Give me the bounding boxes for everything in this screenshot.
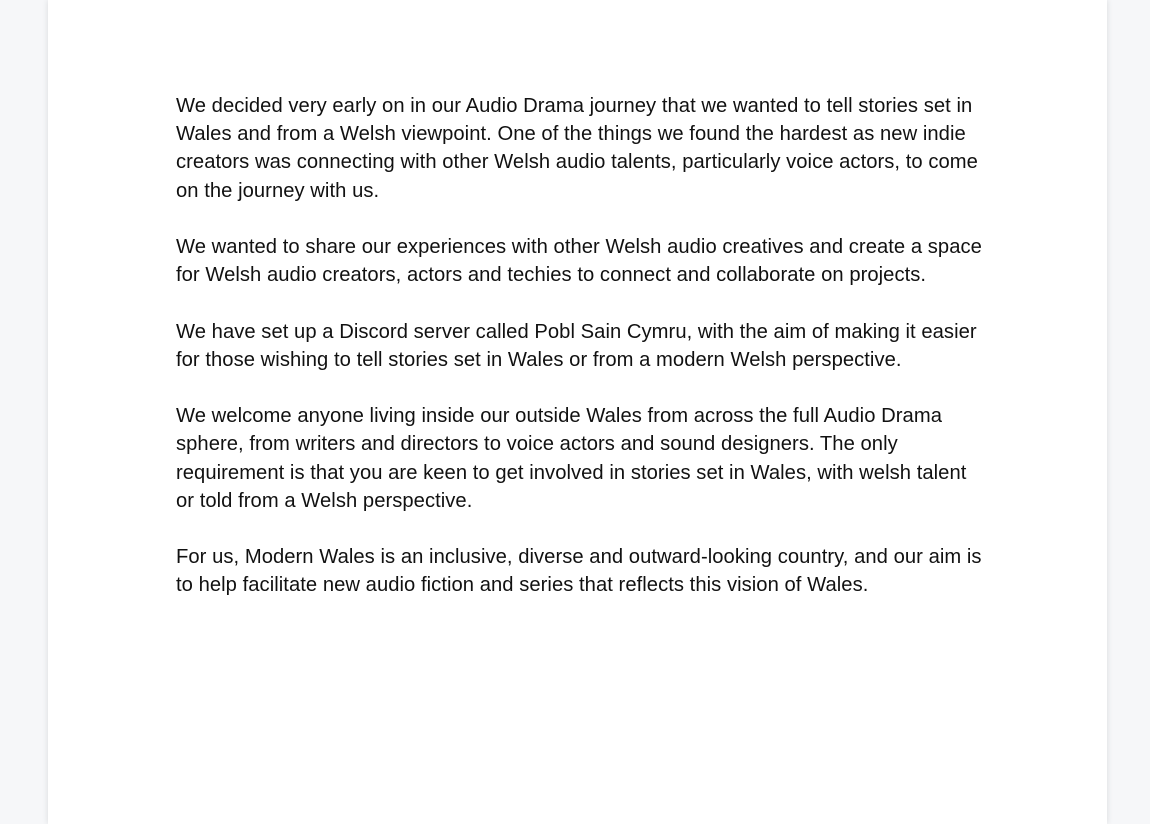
article-body	[176, 92, 988, 628]
page-card	[48, 0, 1107, 824]
paragraph-discord: We have set up a Discord server called Pobl Sain Cymru, with the aim of making it easier for those wishing to tell stories set in Wales or from a modern Welsh perspective.	[176, 320, 977, 371]
paragraph-share: We wanted to share our experiences with other Welsh audio creatives and create a space for Welsh audio creators, actors and techies to connect and collaborate on projects.	[176, 236, 982, 287]
paragraph-welcome: We welcome anyone living inside our outside Wales from across the full Audio Drama sphere, from writers and directors to voice actors and sound designers. The only requirement is that you are keen to get involved in stories set in Wales, with welsh talent or told from a Welsh perspective.	[176, 405, 967, 512]
paragraph-vision: For us, Modern Wales is an inclusive, diverse and outward-looking country, and our aim is to help facilitate new audio fiction and series that reflects this vision of Wales.	[176, 546, 982, 597]
paragraph-intro: We decided very early on in our Audio Drama journey that we wanted to tell stories set in Wales and from a Welsh viewpoint. One of the things we found the hardest as new indie creators was connecting with other Welsh audio talents, particularly voice actors, to come on the journey with us.	[176, 95, 978, 202]
